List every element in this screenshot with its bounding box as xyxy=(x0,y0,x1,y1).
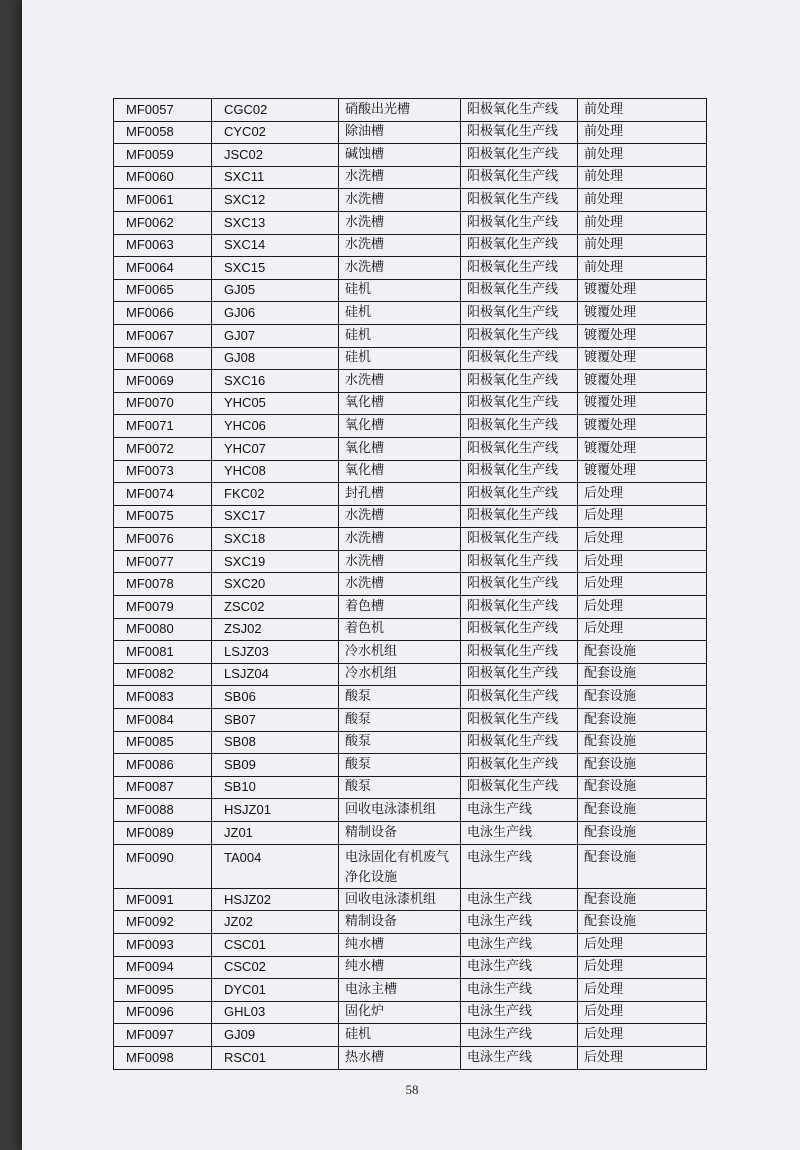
production-line-cell: 阳极氧化生产线 xyxy=(461,573,578,596)
production-line-cell: 阳极氧化生产线 xyxy=(461,550,578,573)
row-id-cell: MF0081 xyxy=(114,641,212,664)
equipment-code-cell: CYC02 xyxy=(212,121,339,144)
equipment-name-cell: 硅机 xyxy=(339,1024,461,1047)
process-stage-cell: 后处理 xyxy=(578,934,707,957)
equipment-name-cell: 水洗槽 xyxy=(339,370,461,393)
row-id-cell: MF0096 xyxy=(114,1001,212,1024)
equipment-code-cell: CSC02 xyxy=(212,956,339,979)
production-line-cell: 阳极氧化生产线 xyxy=(461,234,578,257)
table-row xyxy=(114,505,707,528)
equipment-code-cell: SXC18 xyxy=(212,528,339,551)
process-stage-cell: 配套设施 xyxy=(578,799,707,822)
equipment-name-cell: 水洗槽 xyxy=(339,257,461,280)
table-row xyxy=(114,686,707,709)
row-id-cell: MF0094 xyxy=(114,956,212,979)
production-line-cell: 阳极氧化生产线 xyxy=(461,144,578,167)
table-row xyxy=(114,99,707,122)
row-id-cell: MF0073 xyxy=(114,460,212,483)
production-line-cell: 阳极氧化生产线 xyxy=(461,731,578,754)
row-id-cell: MF0095 xyxy=(114,979,212,1002)
equipment-code-cell: JZ02 xyxy=(212,911,339,934)
equipment-name-cell: 除油槽 xyxy=(339,121,461,144)
equipment-name-cell: 硅机 xyxy=(339,302,461,325)
table-row xyxy=(114,279,707,302)
table-row xyxy=(114,257,707,280)
production-line-cell: 阳极氧化生产线 xyxy=(461,686,578,709)
table-row xyxy=(114,370,707,393)
process-stage-cell: 后处理 xyxy=(578,483,707,506)
equipment-code-cell: GJ08 xyxy=(212,347,339,370)
process-stage-cell: 配套设施 xyxy=(578,709,707,732)
process-stage-cell: 后处理 xyxy=(578,573,707,596)
equipment-name-cell: 酸泵 xyxy=(339,731,461,754)
equipment-name-cell: 纯水槽 xyxy=(339,934,461,957)
row-id-cell: MF0085 xyxy=(114,731,212,754)
process-stage-cell: 前处理 xyxy=(578,144,707,167)
equipment-name-cell: 氧化槽 xyxy=(339,460,461,483)
row-id-cell: MF0063 xyxy=(114,234,212,257)
row-id-cell: MF0075 xyxy=(114,505,212,528)
equipment-code-cell: TA004 xyxy=(212,844,339,888)
process-stage-cell: 配套设施 xyxy=(578,663,707,686)
production-line-cell: 阳极氧化生产线 xyxy=(461,392,578,415)
equipment-code-cell: JSC02 xyxy=(212,144,339,167)
process-stage-cell: 配套设施 xyxy=(578,911,707,934)
production-line-cell: 电泳生产线 xyxy=(461,956,578,979)
production-line-cell: 电泳生产线 xyxy=(461,1001,578,1024)
equipment-code-cell: GJ05 xyxy=(212,279,339,302)
production-line-cell: 阳极氧化生产线 xyxy=(461,505,578,528)
equipment-code-cell: LSJZ04 xyxy=(212,663,339,686)
equipment-code-cell: SB08 xyxy=(212,731,339,754)
equipment-code-cell: GJ09 xyxy=(212,1024,339,1047)
production-line-cell: 阳极氧化生产线 xyxy=(461,483,578,506)
table-row xyxy=(114,844,707,888)
process-stage-cell: 镀覆处理 xyxy=(578,392,707,415)
row-id-cell: MF0074 xyxy=(114,483,212,506)
table-row xyxy=(114,234,707,257)
production-line-cell: 电泳生产线 xyxy=(461,888,578,911)
table-row xyxy=(114,888,707,911)
equipment-code-cell: SXC14 xyxy=(212,234,339,257)
table-row xyxy=(114,437,707,460)
process-stage-cell: 后处理 xyxy=(578,1001,707,1024)
process-stage-cell: 镀覆处理 xyxy=(578,437,707,460)
table-row xyxy=(114,776,707,799)
production-line-cell: 阳极氧化生产线 xyxy=(461,641,578,664)
production-line-cell: 阳极氧化生产线 xyxy=(461,347,578,370)
table-row xyxy=(114,641,707,664)
process-stage-cell: 镀覆处理 xyxy=(578,460,707,483)
equipment-code-cell: CGC02 xyxy=(212,99,339,122)
row-id-cell: MF0067 xyxy=(114,324,212,347)
process-stage-cell: 镀覆处理 xyxy=(578,370,707,393)
production-line-cell: 电泳生产线 xyxy=(461,979,578,1002)
row-id-cell: MF0087 xyxy=(114,776,212,799)
process-stage-cell: 配套设施 xyxy=(578,641,707,664)
equipment-name-cell: 电泳主槽 xyxy=(339,979,461,1002)
table-row xyxy=(114,1024,707,1047)
equipment-name-cell: 硝酸出光槽 xyxy=(339,99,461,122)
table-row xyxy=(114,596,707,619)
table-row xyxy=(114,392,707,415)
production-line-cell: 电泳生产线 xyxy=(461,934,578,957)
row-id-cell: MF0086 xyxy=(114,754,212,777)
table-row xyxy=(114,189,707,212)
row-id-cell: MF0061 xyxy=(114,189,212,212)
production-line-cell: 阳极氧化生产线 xyxy=(461,121,578,144)
row-id-cell: MF0065 xyxy=(114,279,212,302)
row-id-cell: MF0090 xyxy=(114,844,212,888)
table-row xyxy=(114,754,707,777)
equipment-name-cell: 热水槽 xyxy=(339,1047,461,1070)
equipment-name-cell: 硅机 xyxy=(339,279,461,302)
production-line-cell: 阳极氧化生产线 xyxy=(461,257,578,280)
process-stage-cell: 配套设施 xyxy=(578,844,707,888)
table-row xyxy=(114,799,707,822)
production-line-cell: 电泳生产线 xyxy=(461,799,578,822)
production-line-cell: 阳极氧化生产线 xyxy=(461,189,578,212)
equipment-table-wrapper xyxy=(113,98,706,1070)
row-id-cell: MF0072 xyxy=(114,437,212,460)
production-line-cell: 阳极氧化生产线 xyxy=(461,370,578,393)
table-row xyxy=(114,911,707,934)
equipment-code-cell: GJ06 xyxy=(212,302,339,325)
row-id-cell: MF0068 xyxy=(114,347,212,370)
process-stage-cell: 后处理 xyxy=(578,528,707,551)
equipment-name-cell: 冷水机组 xyxy=(339,641,461,664)
production-line-cell: 阳极氧化生产线 xyxy=(461,709,578,732)
process-stage-cell: 后处理 xyxy=(578,956,707,979)
production-line-cell: 阳极氧化生产线 xyxy=(461,618,578,641)
equipment-table-body xyxy=(114,99,707,1070)
equipment-code-cell: SB06 xyxy=(212,686,339,709)
table-row xyxy=(114,528,707,551)
equipment-name-cell: 着色槽 xyxy=(339,596,461,619)
production-line-cell: 阳极氧化生产线 xyxy=(461,460,578,483)
equipment-name-cell: 水洗槽 xyxy=(339,166,461,189)
equipment-code-cell: ZSC02 xyxy=(212,596,339,619)
production-line-cell: 电泳生产线 xyxy=(461,844,578,888)
production-line-cell: 电泳生产线 xyxy=(461,822,578,845)
equipment-code-cell: CSC01 xyxy=(212,934,339,957)
production-line-cell: 阳极氧化生产线 xyxy=(461,99,578,122)
equipment-code-cell: SB07 xyxy=(212,709,339,732)
equipment-code-cell: FKC02 xyxy=(212,483,339,506)
equipment-name-cell: 硅机 xyxy=(339,347,461,370)
production-line-cell: 电泳生产线 xyxy=(461,911,578,934)
production-line-cell: 阳极氧化生产线 xyxy=(461,776,578,799)
equipment-name-cell: 精制设备 xyxy=(339,911,461,934)
row-id-cell: MF0088 xyxy=(114,799,212,822)
process-stage-cell: 镀覆处理 xyxy=(578,279,707,302)
table-row xyxy=(114,324,707,347)
equipment-code-cell: YHC07 xyxy=(212,437,339,460)
production-line-cell: 阳极氧化生产线 xyxy=(461,279,578,302)
process-stage-cell: 前处理 xyxy=(578,99,707,122)
process-stage-cell: 前处理 xyxy=(578,166,707,189)
process-stage-cell: 后处理 xyxy=(578,596,707,619)
equipment-name-cell: 酸泵 xyxy=(339,686,461,709)
row-id-cell: MF0062 xyxy=(114,211,212,234)
equipment-name-cell: 硅机 xyxy=(339,324,461,347)
table-row xyxy=(114,663,707,686)
equipment-code-cell: SXC15 xyxy=(212,257,339,280)
equipment-code-cell: SXC16 xyxy=(212,370,339,393)
row-id-cell: MF0070 xyxy=(114,392,212,415)
row-id-cell: MF0076 xyxy=(114,528,212,551)
process-stage-cell: 后处理 xyxy=(578,505,707,528)
process-stage-cell: 前处理 xyxy=(578,189,707,212)
production-line-cell: 阳极氧化生产线 xyxy=(461,754,578,777)
row-id-cell: MF0057 xyxy=(114,99,212,122)
production-line-cell: 阳极氧化生产线 xyxy=(461,211,578,234)
equipment-code-cell: ZSJ02 xyxy=(212,618,339,641)
table-row xyxy=(114,550,707,573)
table-row xyxy=(114,618,707,641)
equipment-name-cell: 水洗槽 xyxy=(339,550,461,573)
table-row xyxy=(114,1047,707,1070)
equipment-name-cell: 封孔槽 xyxy=(339,483,461,506)
process-stage-cell: 镀覆处理 xyxy=(578,347,707,370)
equipment-name-cell: 酸泵 xyxy=(339,754,461,777)
row-id-cell: MF0066 xyxy=(114,302,212,325)
equipment-code-cell: HSJZ01 xyxy=(212,799,339,822)
row-id-cell: MF0078 xyxy=(114,573,212,596)
production-line-cell: 阳极氧化生产线 xyxy=(461,166,578,189)
table-row xyxy=(114,121,707,144)
table-row xyxy=(114,144,707,167)
process-stage-cell: 配套设施 xyxy=(578,822,707,845)
table-row xyxy=(114,731,707,754)
table-row xyxy=(114,302,707,325)
row-id-cell: MF0091 xyxy=(114,888,212,911)
equipment-name-cell: 水洗槽 xyxy=(339,189,461,212)
equipment-name-cell: 水洗槽 xyxy=(339,505,461,528)
production-line-cell: 阳极氧化生产线 xyxy=(461,596,578,619)
row-id-cell: MF0080 xyxy=(114,618,212,641)
table-row xyxy=(114,166,707,189)
table-row xyxy=(114,460,707,483)
equipment-code-cell: SB09 xyxy=(212,754,339,777)
table-row xyxy=(114,211,707,234)
process-stage-cell: 配套设施 xyxy=(578,754,707,777)
equipment-code-cell: GHL03 xyxy=(212,1001,339,1024)
equipment-code-cell: SXC12 xyxy=(212,189,339,212)
table-row xyxy=(114,709,707,732)
table-row xyxy=(114,822,707,845)
production-line-cell: 阳极氧化生产线 xyxy=(461,302,578,325)
equipment-code-cell: SB10 xyxy=(212,776,339,799)
page-number: 58 xyxy=(405,1082,419,1097)
table-row xyxy=(114,1001,707,1024)
process-stage-cell: 后处理 xyxy=(578,979,707,1002)
equipment-name-cell: 着色机 xyxy=(339,618,461,641)
equipment-name-cell: 回收电泳漆机组 xyxy=(339,799,461,822)
process-stage-cell: 前处理 xyxy=(578,121,707,144)
equipment-table xyxy=(113,98,707,1070)
production-line-cell: 电泳生产线 xyxy=(461,1024,578,1047)
equipment-name-cell: 回收电泳漆机组 xyxy=(339,888,461,911)
row-id-cell: MF0060 xyxy=(114,166,212,189)
production-line-cell: 阳极氧化生产线 xyxy=(461,528,578,551)
production-line-cell: 阳极氧化生产线 xyxy=(461,415,578,438)
equipment-code-cell: SXC13 xyxy=(212,211,339,234)
equipment-code-cell: SXC11 xyxy=(212,166,339,189)
process-stage-cell: 前处理 xyxy=(578,211,707,234)
equipment-name-cell: 电泳固化有机废气净化设施 xyxy=(339,844,461,888)
equipment-name-cell: 水洗槽 xyxy=(339,528,461,551)
row-id-cell: MF0084 xyxy=(114,709,212,732)
equipment-name-cell: 氧化槽 xyxy=(339,437,461,460)
equipment-name-cell: 氧化槽 xyxy=(339,415,461,438)
equipment-name-cell: 固化炉 xyxy=(339,1001,461,1024)
production-line-cell: 阳极氧化生产线 xyxy=(461,663,578,686)
equipment-code-cell: DYC01 xyxy=(212,979,339,1002)
row-id-cell: MF0059 xyxy=(114,144,212,167)
process-stage-cell: 配套设施 xyxy=(578,888,707,911)
row-id-cell: MF0069 xyxy=(114,370,212,393)
process-stage-cell: 后处理 xyxy=(578,1047,707,1070)
process-stage-cell: 配套设施 xyxy=(578,776,707,799)
table-row xyxy=(114,415,707,438)
equipment-name-cell: 水洗槽 xyxy=(339,211,461,234)
equipment-code-cell: YHC05 xyxy=(212,392,339,415)
row-id-cell: MF0092 xyxy=(114,911,212,934)
equipment-name-cell: 水洗槽 xyxy=(339,234,461,257)
equipment-code-cell: YHC08 xyxy=(212,460,339,483)
equipment-code-cell: SXC17 xyxy=(212,505,339,528)
table-row xyxy=(114,347,707,370)
process-stage-cell: 配套设施 xyxy=(578,731,707,754)
process-stage-cell: 配套设施 xyxy=(578,686,707,709)
equipment-name-cell: 氧化槽 xyxy=(339,392,461,415)
process-stage-cell: 前处理 xyxy=(578,234,707,257)
row-id-cell: MF0089 xyxy=(114,822,212,845)
row-id-cell: MF0064 xyxy=(114,257,212,280)
process-stage-cell: 镀覆处理 xyxy=(578,302,707,325)
equipment-name-cell: 冷水机组 xyxy=(339,663,461,686)
production-line-cell: 阳极氧化生产线 xyxy=(461,324,578,347)
row-id-cell: MF0093 xyxy=(114,934,212,957)
equipment-code-cell: SXC20 xyxy=(212,573,339,596)
process-stage-cell: 镀覆处理 xyxy=(578,324,707,347)
row-id-cell: MF0079 xyxy=(114,596,212,619)
row-id-cell: MF0082 xyxy=(114,663,212,686)
table-row xyxy=(114,979,707,1002)
equipment-name-cell: 酸泵 xyxy=(339,776,461,799)
equipment-code-cell: HSJZ02 xyxy=(212,888,339,911)
row-id-cell: MF0071 xyxy=(114,415,212,438)
equipment-code-cell: YHC06 xyxy=(212,415,339,438)
document-page xyxy=(22,0,800,1150)
equipment-name-cell: 精制设备 xyxy=(339,822,461,845)
table-row xyxy=(114,956,707,979)
row-id-cell: MF0097 xyxy=(114,1024,212,1047)
equipment-code-cell: SXC19 xyxy=(212,550,339,573)
row-id-cell: MF0058 xyxy=(114,121,212,144)
equipment-code-cell: JZ01 xyxy=(212,822,339,845)
equipment-name-cell: 碱蚀槽 xyxy=(339,144,461,167)
process-stage-cell: 后处理 xyxy=(578,618,707,641)
table-row xyxy=(114,934,707,957)
process-stage-cell: 后处理 xyxy=(578,1024,707,1047)
process-stage-cell: 镀覆处理 xyxy=(578,415,707,438)
row-id-cell: MF0077 xyxy=(114,550,212,573)
row-id-cell: MF0083 xyxy=(114,686,212,709)
production-line-cell: 电泳生产线 xyxy=(461,1047,578,1070)
process-stage-cell: 后处理 xyxy=(578,550,707,573)
production-line-cell: 阳极氧化生产线 xyxy=(461,437,578,460)
equipment-code-cell: LSJZ03 xyxy=(212,641,339,664)
process-stage-cell: 前处理 xyxy=(578,257,707,280)
equipment-code-cell: GJ07 xyxy=(212,324,339,347)
table-row xyxy=(114,483,707,506)
equipment-name-cell: 纯水槽 xyxy=(339,956,461,979)
equipment-name-cell: 酸泵 xyxy=(339,709,461,732)
table-row xyxy=(114,573,707,596)
equipment-name-cell: 水洗槽 xyxy=(339,573,461,596)
equipment-code-cell: RSC01 xyxy=(212,1047,339,1070)
row-id-cell: MF0098 xyxy=(114,1047,212,1070)
